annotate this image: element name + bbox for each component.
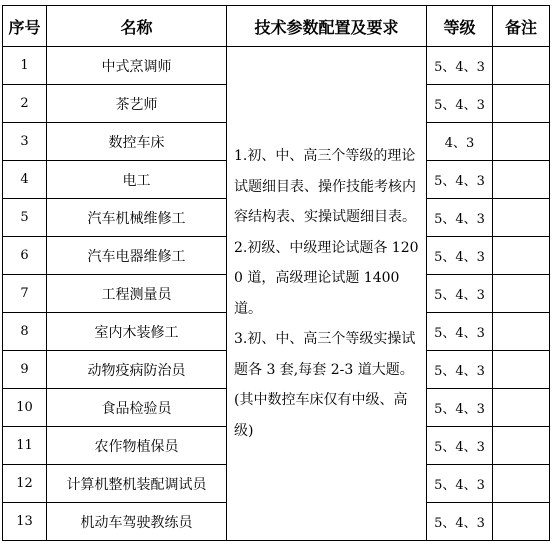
row-name: 农作物植保员 xyxy=(47,427,227,465)
row-name: 汽车机械维修工 xyxy=(47,199,227,237)
row-level: 5、4、3 xyxy=(427,313,493,351)
header-requirements: 技术参数配置及要求 xyxy=(227,6,427,47)
row-index: 9 xyxy=(3,351,47,389)
row-index: 3 xyxy=(3,123,47,161)
row-note xyxy=(493,351,550,389)
row-note xyxy=(493,237,550,275)
row-note xyxy=(493,123,550,161)
row-level: 4、3 xyxy=(427,123,493,161)
row-index: 13 xyxy=(3,503,47,541)
row-index: 5 xyxy=(3,199,47,237)
row-level: 5、4、3 xyxy=(427,351,493,389)
row-level: 5、4、3 xyxy=(427,237,493,275)
requirements-text-1: 1.初、中、高三个等级的理论试题细目表、操作技能考核内容结构表、实操试题细目表。2.初级、中级理论试题各 1200 道，高级理论试题 1400 道。 xyxy=(234,148,419,317)
row-note xyxy=(493,313,550,351)
row-level: 5、4、3 xyxy=(427,427,493,465)
equipment-requirements-table xyxy=(2,5,550,541)
row-note xyxy=(493,85,550,123)
row-level: 5、4、3 xyxy=(427,275,493,313)
row-name: 室内木装修工 xyxy=(47,313,227,351)
row-note xyxy=(493,465,550,503)
row-index: 6 xyxy=(3,237,47,275)
row-name: 电工 xyxy=(47,161,227,199)
row-note xyxy=(493,275,550,313)
row-note xyxy=(493,389,550,427)
row-level: 5、4、3 xyxy=(427,389,493,427)
row-name: 汽车电器维修工 xyxy=(47,237,227,275)
row-note xyxy=(493,199,550,237)
row-note xyxy=(493,427,550,465)
table-row xyxy=(3,47,550,85)
row-name: 动物疫病防治员 xyxy=(47,351,227,389)
row-index: 4 xyxy=(3,161,47,199)
row-index: 8 xyxy=(3,313,47,351)
row-index: 7 xyxy=(3,275,47,313)
row-level: 5、4、3 xyxy=(427,465,493,503)
row-name: 计算机整机装配调试员 xyxy=(47,465,227,503)
requirements-text-2: 3.初、中、高三个等级实操试题各 3 套,每套 2-3 道大题。(其中数控车床仅有中级、高级) xyxy=(234,331,416,439)
requirements-cell xyxy=(227,47,427,541)
row-index: 2 xyxy=(3,85,47,123)
row-index: 1 xyxy=(3,47,47,85)
row-name: 机动车驾驶教练员 xyxy=(47,503,227,541)
header-index: 序号 xyxy=(3,6,47,47)
row-name: 数控车床 xyxy=(47,123,227,161)
row-name: 茶艺师 xyxy=(47,85,227,123)
header-note: 备注 xyxy=(493,6,550,47)
row-index: 10 xyxy=(3,389,47,427)
row-name: 中式烹调师 xyxy=(47,47,227,85)
row-level: 5、4、3 xyxy=(427,199,493,237)
row-index: 12 xyxy=(3,465,47,503)
row-index: 11 xyxy=(3,427,47,465)
row-name: 工程测量员 xyxy=(47,275,227,313)
row-note xyxy=(493,503,550,541)
row-level: 5、4、3 xyxy=(427,503,493,541)
row-name: 食品检验员 xyxy=(47,389,227,427)
row-level: 5、4、3 xyxy=(427,47,493,85)
row-note xyxy=(493,161,550,199)
row-note xyxy=(493,47,550,85)
header-row xyxy=(3,6,550,47)
row-level: 5、4、3 xyxy=(427,85,493,123)
header-name: 名称 xyxy=(47,6,227,47)
header-level: 等级 xyxy=(427,6,493,47)
row-level: 5、4、3 xyxy=(427,161,493,199)
